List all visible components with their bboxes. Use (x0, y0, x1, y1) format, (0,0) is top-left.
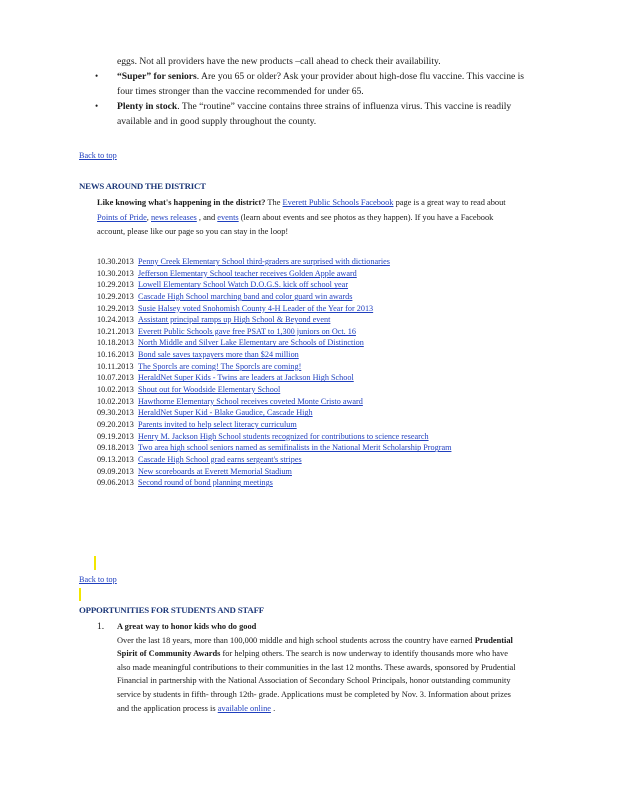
news-intro (97, 196, 522, 240)
intro-text: , and (196, 212, 218, 222)
bullet-icon: • (95, 71, 99, 81)
section-title-news: NEWS AROUND THE DISTRICT (79, 181, 206, 191)
news-date: 09.19.2013 (97, 431, 134, 441)
bullet-body: . Are you 65 or older? Ask your provider about high-dose flu vaccine. This vaccine is four times stronger than the vaccine recommended for under 65. (117, 71, 525, 97)
intro-lead: Like knowing what's happening in the district? (97, 198, 266, 207)
highlight-mark (94, 556, 96, 570)
bullet-lead: Plenty in stock (117, 101, 178, 112)
news-link[interactable]: New scoreboards at Everett Memorial Stadium (138, 466, 292, 476)
news-link[interactable]: HeraldNet Super Kid - Blake Gaudice, Cascade High (138, 408, 313, 418)
bullet-body: . The “routine” vaccine contains three strains of influenza virus. This vaccine is readily available and in good supply throughout the county. (117, 101, 512, 127)
news-date: 10.16.2013 (97, 350, 134, 360)
news-date: 10.18.2013 (97, 338, 134, 348)
news-date: 10.11.2013 (97, 361, 134, 371)
news-link[interactable]: Assistant principal ramps up High School & Beyond event (138, 315, 331, 325)
news-date: 10.21.2013 (97, 326, 134, 336)
news-date: 10.07.2013 (97, 373, 134, 383)
news-item (97, 303, 527, 315)
news-date: 09.20.2013 (97, 419, 134, 429)
intro-text: page is a great way to read about (393, 198, 506, 207)
news-date: 10.29.2013 (97, 280, 134, 290)
news-link[interactable]: Lowell Elementary School Watch D.O.G.S. kick off school year (138, 280, 349, 290)
award-name: Prudential Spirit of Community Awards (117, 635, 513, 659)
bullet-list (95, 54, 535, 129)
news-item (97, 384, 527, 396)
news-link[interactable]: Henry M. Jackson High School students recognized for contributions to science research (138, 431, 429, 441)
bullet-lead: “Super” for seniors (117, 71, 197, 82)
section-title-opportunities: OPPORTUNITIES FOR STUDENTS AND STAFF (79, 605, 264, 615)
news-date: 10.29.2013 (97, 291, 134, 301)
news-link[interactable]: Shout out for Woodside Elementary School (138, 385, 281, 395)
news-item (97, 396, 527, 408)
back-to-top-link[interactable]: Back to top (79, 575, 117, 584)
highlight-mark (79, 588, 81, 601)
list-item (95, 69, 535, 99)
news-link[interactable]: Everett Public Schools gave free PSAT to 1,300 juniors on Oct. 16 (138, 326, 356, 336)
news-item (97, 256, 527, 268)
news-date: 10.30.2013 (97, 268, 134, 278)
news-link[interactable]: Two area high school seniors named as semifinalists in the National Merit Scholarship Program (138, 443, 452, 453)
item-title: A great way to honor kids who do good (117, 622, 257, 631)
news-item (97, 279, 527, 291)
news-item (97, 372, 527, 384)
news-link[interactable]: Bond sale saves taxpayers more than $24 million (138, 350, 299, 360)
news-date: 09.06.2013 (97, 478, 134, 488)
news-date: 10.02.2013 (97, 396, 134, 406)
news-item (97, 419, 527, 431)
news-item (97, 407, 527, 419)
news-item (97, 326, 527, 338)
intro-text: The (265, 198, 283, 207)
news-item (97, 477, 527, 489)
news-date: 10.29.2013 (97, 303, 134, 313)
news-link[interactable]: Second round of bond planning meetings (138, 478, 273, 488)
news-link[interactable]: Cascade High School marching band and color guard win awards (138, 291, 353, 301)
news-date: 10.30.2013 (97, 257, 134, 266)
news-date: 10.02.2013 (97, 385, 134, 395)
news-link[interactable]: Parents invited to help select literacy curriculum (138, 419, 297, 429)
bullet-icon: • (95, 101, 99, 111)
intro-text: (learn about events and see photos as they happen). If you have a Facebook account, please like our page so you can stay in the loop! (97, 212, 494, 236)
news-date: 09.18.2013 (97, 443, 134, 453)
list-item (95, 99, 535, 129)
back-to-top-link[interactable]: Back to top (79, 151, 117, 160)
continued-text: eggs. Not all providers have the new products –call ahead to check their availability. (117, 56, 441, 67)
news-link[interactable]: HeraldNet Super Kids - Twins are leaders at Jackson High School (138, 373, 354, 383)
news-link[interactable]: Penny Creek Elementary School third-graders are surprised with dictionaries (138, 257, 390, 266)
news-item (97, 361, 527, 373)
news-link[interactable]: North Middle and Silver Lake Elementary are Schools of Distinction (138, 338, 364, 348)
news-link[interactable]: Hawthorne Elementary School receives coveted Monte Cristo award (138, 396, 363, 406)
facebook-link[interactable]: Everett Public Schools Facebook (282, 198, 394, 207)
list-item (97, 620, 522, 715)
news-link[interactable]: Susie Halsey voted Snohomish County 4-H Leader of the Year for 2013 (138, 303, 374, 313)
news-item (97, 337, 527, 349)
news-item (97, 431, 527, 443)
news-item (97, 466, 527, 478)
news-date: 10.24.2013 (97, 315, 134, 325)
news-item (97, 349, 527, 361)
news-link[interactable]: Jefferson Elementary School teacher receives Golden Apple award (138, 268, 357, 278)
news-item (97, 442, 527, 454)
available-online-link[interactable]: available online (217, 703, 271, 713)
news-item (97, 291, 527, 303)
item-number: 1. (97, 621, 105, 632)
news-item (97, 314, 527, 326)
points-of-pride-link[interactable]: Points of Pride (97, 212, 147, 222)
news-link[interactable]: Cascade High School grad earns sergeant's stripes (138, 454, 302, 464)
intro-text: , (146, 212, 151, 222)
news-releases-link[interactable]: news releases (150, 212, 197, 222)
item-body: Over the last 18 years, more than 100,000 middle and high school students across the country have earned Prudential Spirit of Community Awards for helping others. The search is now underway to identify thousands more who have also made meaningful contributions to their communities in the last 12 months. These awards, sponsored by Prudential Financial in partnership with the National Association of Secondary School Principals, honor outstanding community service by students in fifth- through 12th- grade. Applications must be completed by Nov. 3. Information about prizes and the application process is available online . (117, 635, 516, 713)
news-item (97, 268, 527, 280)
news-date: 09.30.2013 (97, 408, 134, 418)
news-date: 09.09.2013 (97, 466, 134, 476)
news-link[interactable]: The Sporcls are coming! The Sporcls are coming! (138, 361, 302, 371)
events-link[interactable]: events (217, 212, 239, 222)
news-list (97, 256, 527, 489)
opportunities-list (97, 620, 522, 715)
news-item (97, 454, 527, 466)
news-date: 09.13.2013 (97, 454, 134, 464)
